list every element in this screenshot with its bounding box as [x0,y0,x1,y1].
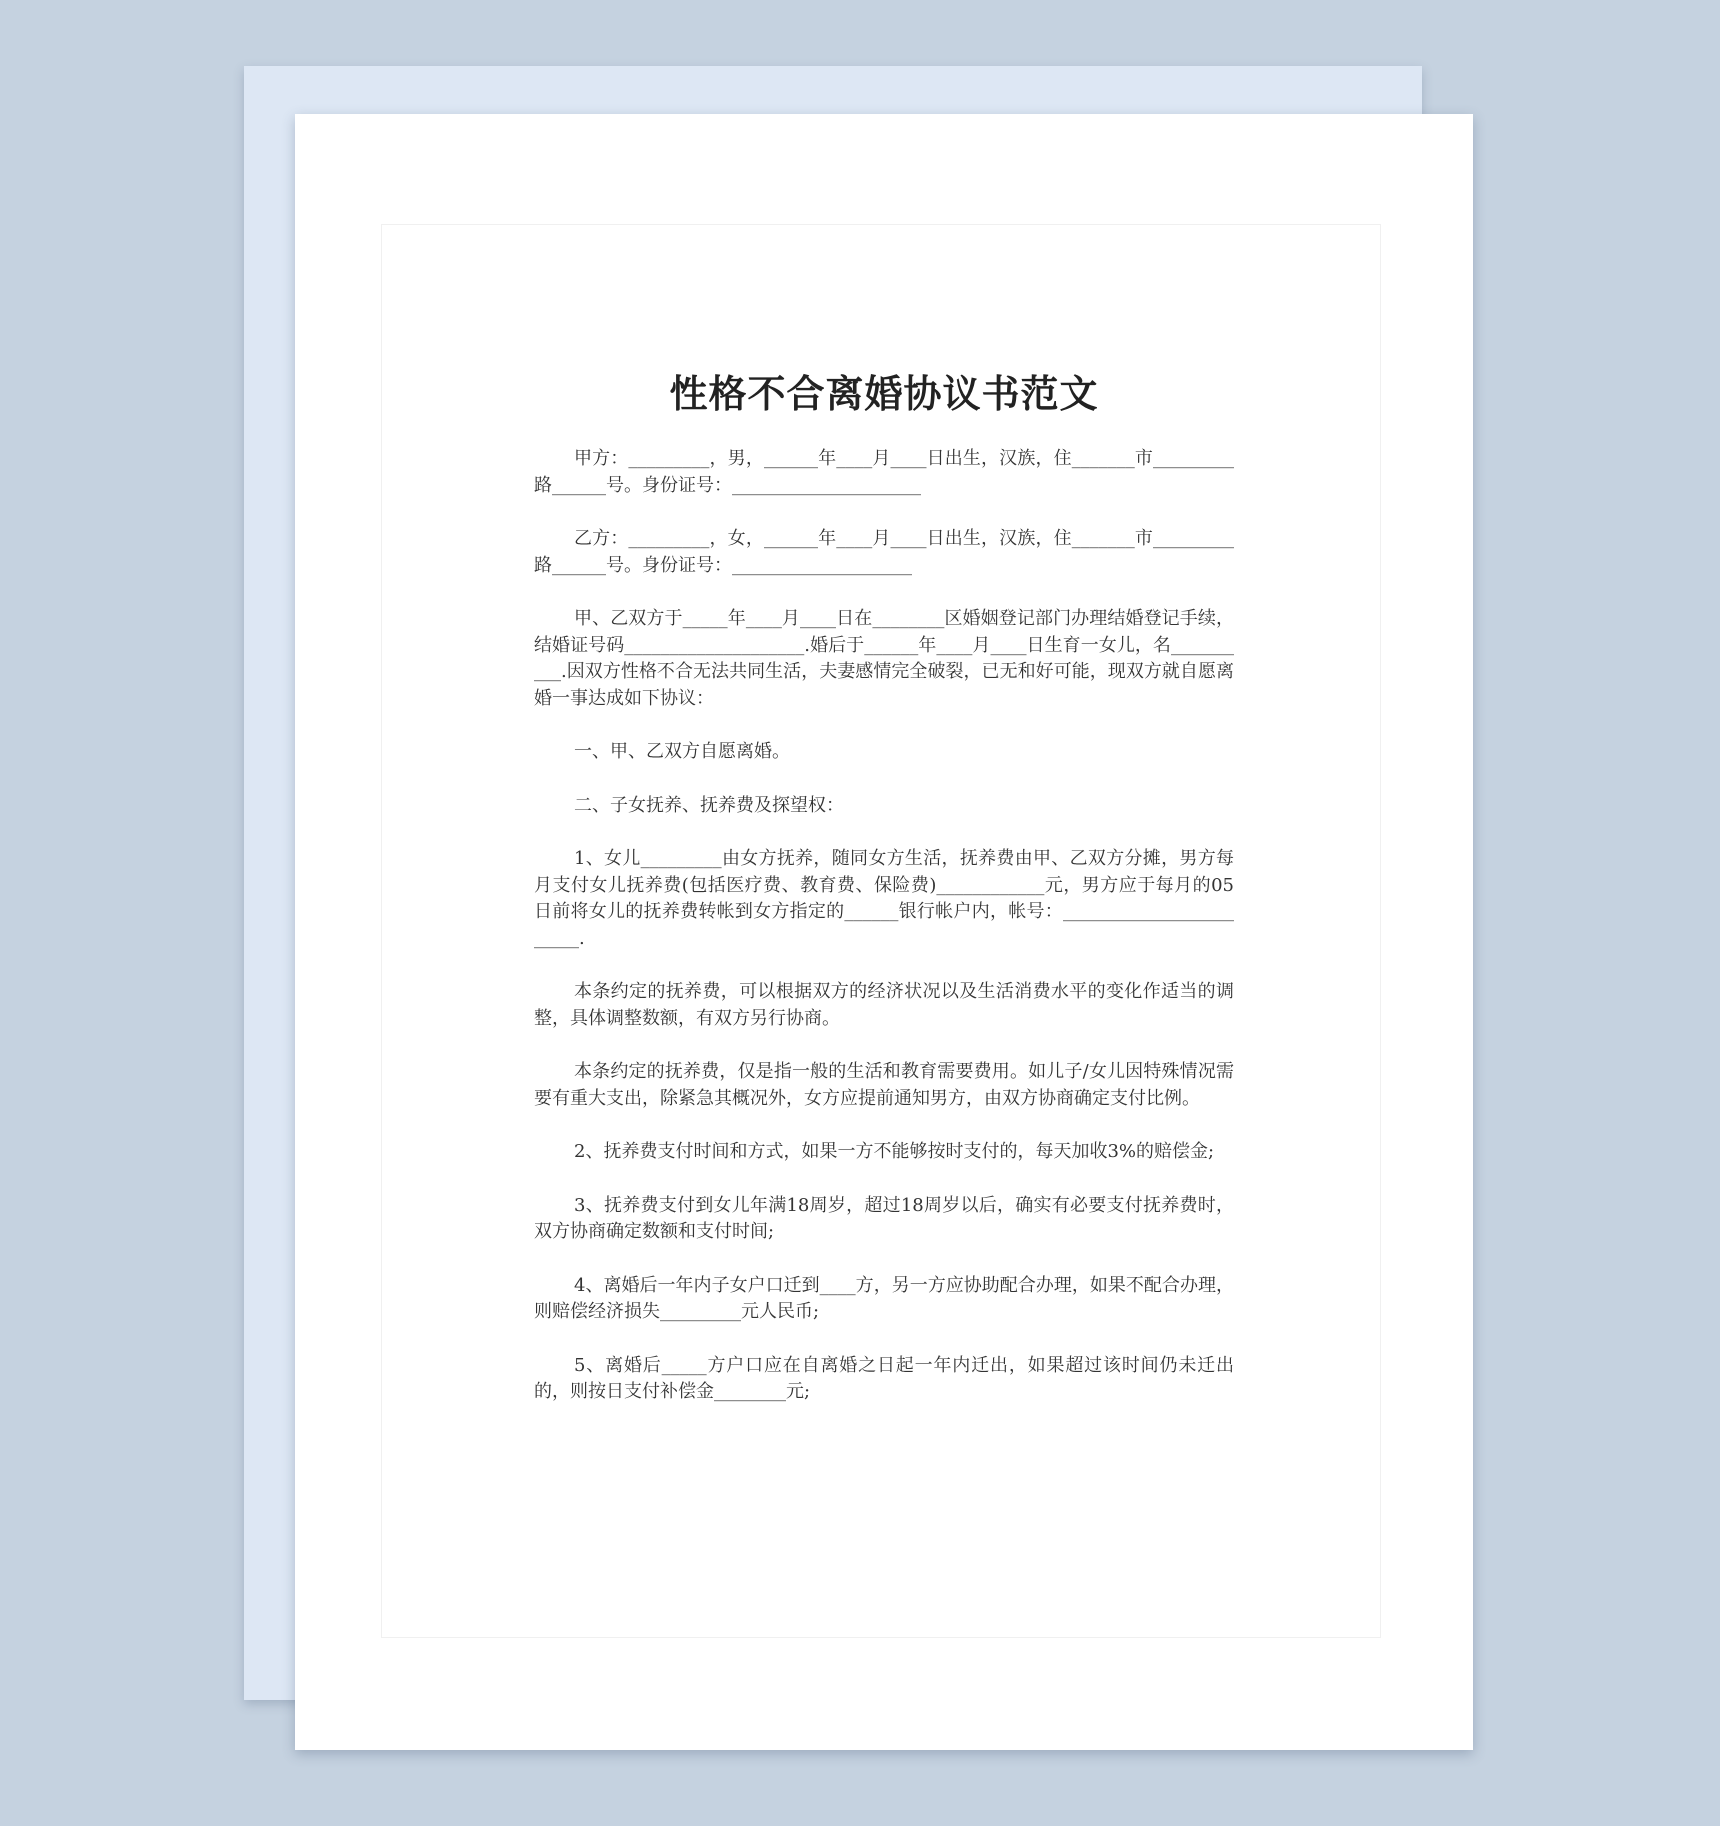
document-body [534,370,1234,1406]
support-adjustment-paragraph: 本条约定的抚养费，可以根据双方的经济状况以及生活消费水平的变化作适当的调整，具体调整数额，有双方另行协商。 [534,981,1234,1029]
clause-two-heading: 二、子女抚养、抚养费及探望权： [574,794,844,816]
marriage-info-paragraph: 甲、乙双方于_____年____月____日在________区婚姻登记部门办理结婚登记手续，结婚证号码____________________.婚后于______年____月____日生育一女儿，名__________.因双方性格不合无法共同生活，夫妻感情完全破裂，已无和好可能，现双方就自愿离婚一事达成如下协议： [534,608,1234,709]
support-scope-paragraph: 本条约定的抚养费，仅是指一般的生活和教育需要费用。如儿子/女儿因特殊情况需要有重大支出，除紧急其概况外，女方应提前通知男方，由双方协商确定支付比例。 [534,1061,1234,1109]
clause-one: 一、甲、乙双方自愿离婚。 [574,741,790,762]
document-page [295,114,1473,1750]
clause-two-item-2: 2、抚养费支付时间和方式，如果一方不能够按时支付的，每天加收3%的赔偿金; [574,1141,1215,1162]
clause-two-item-4: 4、离婚后一年内子女户口迁到____方，另一方应协助配合办理，如果不配合办理，则赔偿经济损失_________元人民币; [534,1274,1234,1322]
clause-two-item-1: 1、女儿_________由女方抚养，随同女方生活，抚养费由甲、乙双方分摊，男方每月支付女儿抚养费(包括医疗费、教育费、保险费)____________元，男方应于每月的05日前将女儿的抚养费转帐到女方指定的______银行帐户内，帐号：________________________. [534,848,1234,949]
clause-two-item-5: 5、离婚后_____方户口应在自离婚之日起一年内迁出，如果超过该时间仍未迁出的，则按日支付补偿金________元; [534,1354,1234,1402]
document-title: 性格不合离婚协议书范文 [669,372,1099,416]
party-a-paragraph: 甲方：_________，男，______年____月____日出生，汉族，住_______市_________路______号。身份证号：_____________________ [534,448,1234,496]
party-b-paragraph: 乙方：_________，女，______年____月____日出生，汉族，住_______市_________路______号。身份证号：____________________ [534,528,1234,576]
clause-two-item-3: 3、抚养费支付到女儿年满18周岁，超过18周岁以后，确实有必要支付抚养费时，双方协商确定数额和支付时间; [534,1194,1234,1242]
